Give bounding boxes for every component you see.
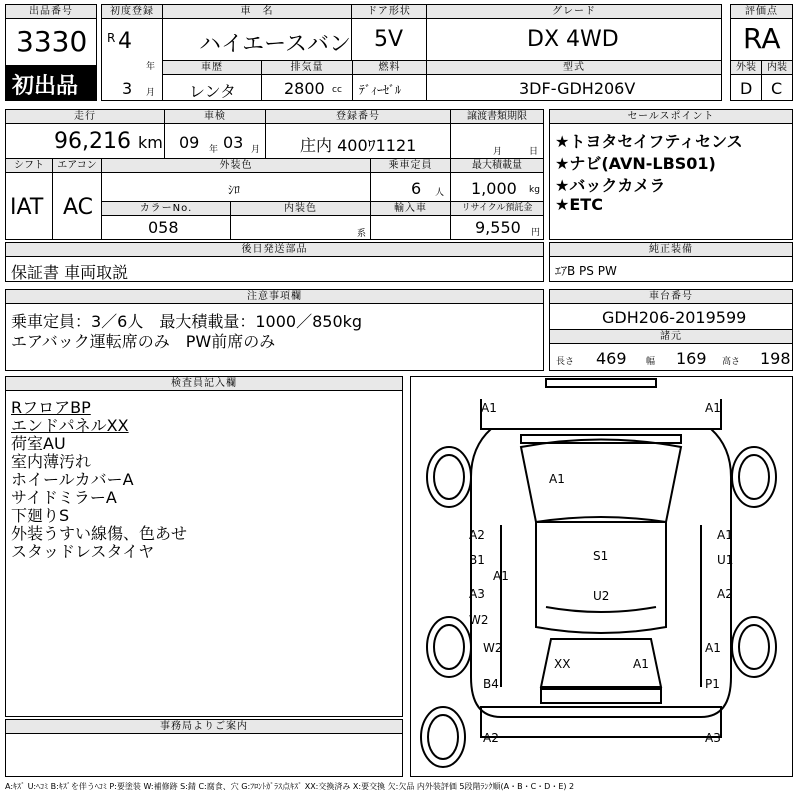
dims-cell xyxy=(549,343,793,371)
mark-right-rear-door: A2 xyxy=(717,587,733,601)
mark-left-rear-door-bottom: W2 xyxy=(469,613,489,627)
mark-roof-rear: U2 xyxy=(593,589,610,603)
notes-cell xyxy=(5,303,544,371)
mileage-cell xyxy=(5,123,165,159)
inspector-label: 検査員記入欄 xyxy=(5,376,403,391)
inspection-cell xyxy=(164,123,266,159)
score: RA xyxy=(743,22,781,55)
history-cell xyxy=(162,74,262,101)
office-label: 事務局よりご案内 xyxy=(5,719,403,734)
ext-color: ｼﾛ xyxy=(228,183,241,197)
color-number: 058 xyxy=(148,218,179,237)
width: 169 xyxy=(676,349,707,368)
transfer-month-unit: 月 xyxy=(493,147,503,157)
reg-number: 庄内 400ﾜ1121 xyxy=(300,136,417,155)
mark-rear-right: A1 xyxy=(633,657,649,671)
load-cell xyxy=(450,172,544,202)
chassis-cell xyxy=(549,303,793,330)
int-score: C xyxy=(771,79,783,98)
insp-year: 09 xyxy=(179,133,200,152)
year-unit: 年 xyxy=(146,62,156,72)
displacement: 2800 xyxy=(284,79,325,98)
rear-bumper-shape xyxy=(481,707,721,737)
capacity-cell xyxy=(370,172,451,202)
insp-month: 03 xyxy=(223,133,244,152)
insp-year-unit: 年 xyxy=(209,145,219,155)
mileage: 96,216 xyxy=(54,129,131,154)
wheel-rear-right-inner xyxy=(739,625,769,669)
wheel-front-left-inner xyxy=(434,455,464,499)
height-label: 高さ xyxy=(722,357,741,367)
notes-label: 注意事項欄 xyxy=(5,289,544,304)
spare-wheel-inner xyxy=(428,715,458,759)
mark-left-rear-fender: W2 xyxy=(483,641,503,655)
era: R xyxy=(107,31,116,45)
shift-cell xyxy=(5,172,53,240)
mileage-unit: km xyxy=(138,133,163,152)
sales-point: ★トヨタセイフティセンス xyxy=(555,132,743,151)
chassis-number: GDH206-2019599 xyxy=(602,308,747,327)
transfer-label: 譲渡書類期限 xyxy=(450,109,544,124)
inspection-label: 車検 xyxy=(164,109,266,124)
notes-line: エアバック運転席のみ PW前席のみ xyxy=(11,332,276,351)
capacity: 6 xyxy=(411,179,422,198)
history: レンタ xyxy=(189,82,236,101)
ac-label: エアコン xyxy=(52,158,102,173)
lot-number: 3330 xyxy=(16,25,88,58)
shift: IAT xyxy=(10,195,44,220)
sales-point: ★バックカメラ xyxy=(555,176,666,195)
load-label: 最大積載量 xyxy=(450,158,544,173)
car-name-label: 車 名 xyxy=(162,4,352,19)
inspector-line: スタッドレスタイヤ xyxy=(11,542,155,561)
mark-front-right: A1 xyxy=(705,401,721,415)
mark-left-front-door-bottom: B1 xyxy=(469,553,485,567)
mark-right-rear-lower: P1 xyxy=(705,677,720,691)
disp-label: 排気量 xyxy=(261,60,353,75)
capacity-unit: 人 xyxy=(435,188,445,198)
sales-point: ★ETC xyxy=(555,195,603,214)
inspector-line: RフロアBP xyxy=(11,398,91,417)
genuine-label: 純正装備 xyxy=(549,242,793,257)
inspector-line: 下廻りS xyxy=(11,506,70,525)
later-parts-label: 後日発送部品 xyxy=(5,242,544,257)
score-cell xyxy=(730,18,793,61)
roof-line xyxy=(546,607,656,612)
width-label: 幅 xyxy=(646,357,656,367)
reg-cell xyxy=(265,123,451,159)
shift-label: シフト xyxy=(5,158,53,173)
later-parts-cell xyxy=(5,256,544,282)
inspector-line: 室内薄汚れ xyxy=(11,452,92,471)
car-name: ハイエースバン xyxy=(199,32,352,57)
ext-cell xyxy=(730,74,762,101)
later-parts: 保証書 車両取説 xyxy=(11,263,129,282)
height: 198 xyxy=(760,349,791,368)
transfer-day-unit: 日 xyxy=(529,147,539,157)
mark-center-mid: A1 xyxy=(493,569,509,583)
intcolor-cell xyxy=(230,215,371,240)
inspector-line: サイドミラーA xyxy=(11,488,117,507)
score-label: 評価点 xyxy=(730,4,793,19)
first-listing-badge xyxy=(5,65,97,101)
mark-front-left: A1 xyxy=(481,401,497,415)
roof-shape xyxy=(536,522,666,633)
car-name-cell xyxy=(162,18,352,61)
ext-score: D xyxy=(740,79,753,98)
history-label: 車歴 xyxy=(162,60,262,75)
fuel: ﾃﾞｨｰｾﾞﾙ xyxy=(359,83,402,97)
mark-rear-left: XX xyxy=(554,657,571,671)
mark-right-front-door-bottom: U1 xyxy=(717,553,734,567)
first-reg-cell xyxy=(101,18,163,101)
notes-line: 乗車定員：3／6人 最大積載量：1000／850kg xyxy=(11,312,363,331)
reg-month: 3 xyxy=(122,79,133,98)
transfer-cell xyxy=(450,123,544,159)
mark-right-front-door-top: A1 xyxy=(717,528,733,542)
door-type: 5V xyxy=(374,27,404,52)
reg-label: 登録番号 xyxy=(265,109,451,124)
legend: A:ｷｽﾞ U:ﾍｺﾐ B:ｷｽﾞを伴うﾍｺﾐ P:要塗装 W:補修跡 S:錆 C:腐食、穴 G:ﾌﾛﾝﾄｶﾞﾗｽ点ｷｽﾞ XX:交換済み X:要交換 欠:欠品 内外装評価 5段階ﾗﾝｸ順(A・B・C・D・E) 2 xyxy=(5,782,575,791)
load-unit: kg xyxy=(529,185,540,195)
intcolor-label: 内装色 xyxy=(230,201,371,216)
car-outline xyxy=(411,377,792,776)
length-label: 長さ xyxy=(556,357,575,367)
genuine-equipment: ｴｱB PS PW xyxy=(555,264,617,278)
inspector-line: 荷室AU xyxy=(11,434,66,453)
inspector-cell xyxy=(5,390,403,717)
sales-label: セールスポイント xyxy=(549,109,793,124)
capacity-label: 乗車定員 xyxy=(370,158,451,173)
rear-outline xyxy=(471,677,731,717)
recycle-unit: 円 xyxy=(531,228,541,238)
windshield-shape xyxy=(521,440,681,523)
mark-left-rear-door-top: A3 xyxy=(469,587,485,601)
inspector-line: ホイールカバーA xyxy=(11,470,134,489)
ac-cell xyxy=(52,172,102,240)
first-listing-text: 初出品 xyxy=(12,74,79,99)
recycle-fee: 9,550 xyxy=(475,218,521,237)
sales-point: ★ナビ(AVN-LBS01) xyxy=(555,154,716,173)
first-reg-label: 初度登録 xyxy=(101,4,163,19)
mark-roof-front: S1 xyxy=(593,549,609,563)
sales-cell xyxy=(549,123,793,240)
inspector-line: 外装うすい線傷、色あせ xyxy=(11,524,188,543)
int-cell xyxy=(761,74,793,101)
month-unit: 月 xyxy=(146,88,156,98)
wheel-front-right-inner xyxy=(739,455,769,499)
import-label: 輸入車 xyxy=(370,201,451,216)
length: 469 xyxy=(596,349,627,368)
mark-right-rear-fender: A1 xyxy=(705,641,721,655)
disp-cell xyxy=(261,74,353,101)
mark-left-front-door-top: A2 xyxy=(469,528,485,542)
mark-bumper-left: A2 xyxy=(483,731,499,745)
reg-year: 4 xyxy=(118,29,132,54)
office-cell xyxy=(5,733,403,777)
model-cell xyxy=(426,74,722,101)
front-bumper-shape xyxy=(546,379,656,387)
recycle-label: リサイクル預託金 xyxy=(450,201,544,216)
grade-label: グレード xyxy=(426,4,722,19)
intcolor-unit: 系 xyxy=(357,229,367,239)
import-cell xyxy=(370,215,451,240)
mark-hood: A1 xyxy=(549,472,565,486)
int-label: 内装 xyxy=(761,60,793,75)
front-outline xyxy=(481,399,721,429)
colorno-label: カラーNo. xyxy=(101,201,231,216)
aircon: AC xyxy=(63,195,94,220)
lot-number-label: 出品番号 xyxy=(5,4,97,19)
model-code: 3DF-GDH206V xyxy=(519,79,636,98)
inspector-line: エンドパネルXX xyxy=(11,416,129,435)
fuel-cell xyxy=(352,74,427,101)
recycle-cell xyxy=(450,215,544,240)
lot-number-cell xyxy=(5,18,97,66)
color-label: 外装色 xyxy=(101,158,371,173)
model-label: 型式 xyxy=(426,60,722,75)
mileage-label: 走行 xyxy=(5,109,165,124)
mark-left-rear-lower: B4 xyxy=(483,677,499,691)
rear-plate-shape xyxy=(541,689,661,703)
disp-unit: cc xyxy=(332,85,342,95)
fuel-label: 燃料 xyxy=(352,60,427,75)
dims-label: 諸元 xyxy=(549,329,793,344)
mark-bumper-right: A3 xyxy=(705,731,721,745)
car-diagram xyxy=(410,376,793,777)
door-cell xyxy=(351,18,427,61)
grade: DX 4WD xyxy=(527,27,619,52)
wheel-rear-left-inner xyxy=(434,625,464,669)
insp-month-unit: 月 xyxy=(251,145,261,155)
color-cell xyxy=(101,172,371,202)
colorno-cell xyxy=(101,215,231,240)
chassis-label: 車台番号 xyxy=(549,289,793,304)
door-label: ドア形状 xyxy=(351,4,427,19)
grade-cell xyxy=(426,18,722,61)
max-load: 1,000 xyxy=(471,179,517,198)
ext-label: 外装 xyxy=(730,60,762,75)
genuine-cell xyxy=(549,256,793,282)
